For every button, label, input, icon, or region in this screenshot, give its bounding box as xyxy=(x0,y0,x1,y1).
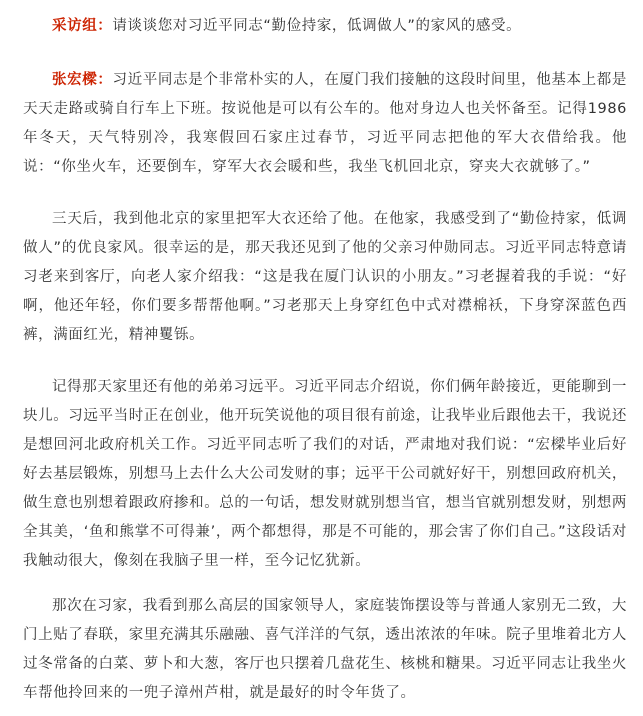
answer-paragraph xyxy=(23,66,627,182)
interviewee-label: 张宏樑： xyxy=(52,72,113,88)
body-paragraph: 那次在习家，我看到那么高层的国家领导人，家庭装饰摆设等与普通人家别无二致，大门上贴了春联，家里充满其乐融融、喜气洋洋的气氛，透出浓浓的年味。院子里堆着北方人过冬常备的白菜、萝卜和大葱，客厅也只摆着几盘花生、核桃和糖果。习近平同志让我坐火车帮他拎回来的一兜子漳州芦柑，就是最好的时令年货了。 xyxy=(23,598,627,701)
body-paragraph: 三天后，我到他北京的家里把军大衣还给了他。在他家，我感受到了“勤俭持家，低调做人”的优良家风。很幸运的是，那天我还见到了他的父亲习仲勋同志。习近平同志特意请习老来到客厅，向老人家介绍我：“这是我在厦门认识的小朋友。”习老握着我的手说：“好啊，他还年轻，你们要多帮帮他啊。”习老那天上身穿红色中式对襟棉袄，下身穿深蓝色西裤，满面红光，精神矍铄。 xyxy=(23,211,627,343)
body-paragraph: 记得那天家里还有他的弟弟习远平。习近平同志介绍说，你们俩年龄接近，更能聊到一块儿。习远平当时正在创业，他开玩笑说他的项目很有前途，让我毕业后跟他去干，我说还是想回河北政府机关工作。习近平同志听了我们的对话，严肃地对我们说：“宏樑毕业后好好去基层锻炼，别想马上去什么大公司发财的事；远平干公司就好好干，别想回政府机关，做生意也别想着跟政府掺和。总的一句话，想发财就别想当官，想当官就别想发财，别想两全其美，‘鱼和熊掌不可得兼’，两个都想得，那是不可能的，那会害了你们自己。”这段话对我触动很大，像刻在我脑子里一样，至今记忆犹新。 xyxy=(23,379,627,569)
answer-text: 习近平同志是个非常朴实的人，在厦门我们接触的这段时间里，他基本上都是天天走路或骑自行车上下班。按说他是可以有公车的。他对身边人也关怀备至。记得1986年冬天，天气特别冷，我寒假回石家庄过春节，习近平同志把他的军大衣借给我。他说：“你坐火车，还要倒车，穿军大衣会暖和些，我坐飞机回北京，穿夹大衣就够了。” xyxy=(23,72,627,175)
interviewer-label: 采访组： xyxy=(52,18,113,34)
question-paragraph xyxy=(23,12,627,41)
question-text: 请谈谈您对习近平同志“勤俭持家，低调做人”的家风的感受。 xyxy=(112,18,522,34)
